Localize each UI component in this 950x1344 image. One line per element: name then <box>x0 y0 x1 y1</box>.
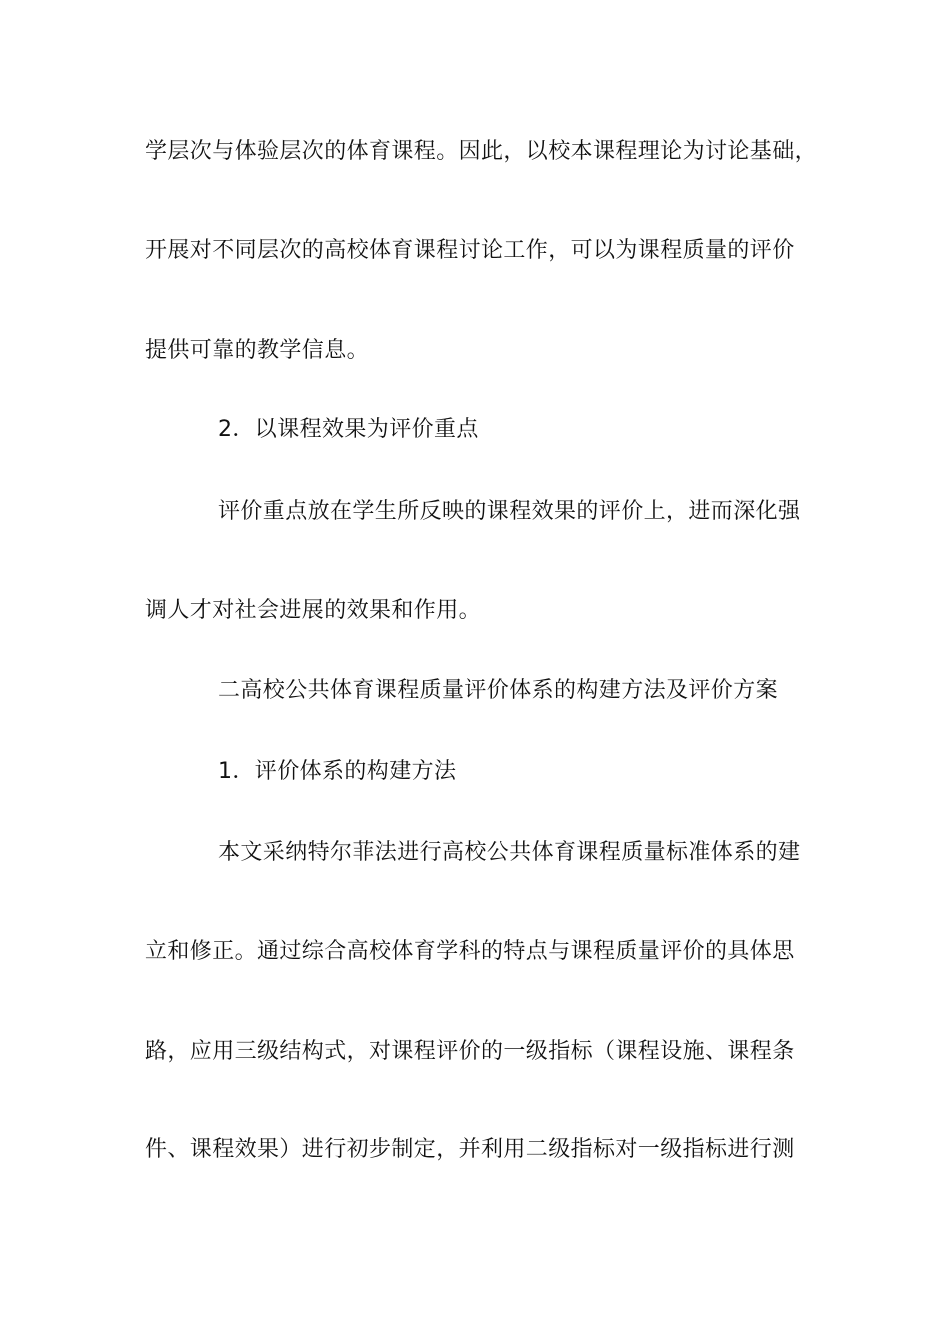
paragraph-line: 评价重点放在学生所反映的课程效果的评价上，进而深化强 <box>218 499 801 524</box>
paragraph-line: 路，应用三级结构式，对课程评价的一级指标（课程设施、课程条 <box>145 1039 795 1064</box>
paragraph-line: 开展对不同层次的高校体育课程讨论工作，可以为课程质量的评价 <box>145 238 795 263</box>
paragraph-line: 调人才对社会进展的效果和作用。 <box>145 598 482 623</box>
paragraph-line: 立和修正。通过综合高校体育学科的特点与课程质量评价的具体思 <box>145 939 795 964</box>
paragraph-line: 学层次与体验层次的体育课程。因此，以校本课程理论为讨论基础， <box>145 139 818 164</box>
paragraph-line: 提供可靠的教学信息。 <box>145 338 370 363</box>
section-heading: 2．以课程效果为评价重点 <box>218 417 479 442</box>
subsection-heading: 1．评价体系的构建方法 <box>218 759 457 784</box>
paragraph-line: 件、课程效果）进行初步制定，并利用二级指标对一级指标进行测 <box>145 1137 795 1162</box>
paragraph-line: 本文采纳特尔菲法进行高校公共体育课程质量标准体系的建 <box>218 840 801 865</box>
section-heading: 二高校公共体育课程质量评价体系的构建方法及评价方案 <box>218 678 779 703</box>
